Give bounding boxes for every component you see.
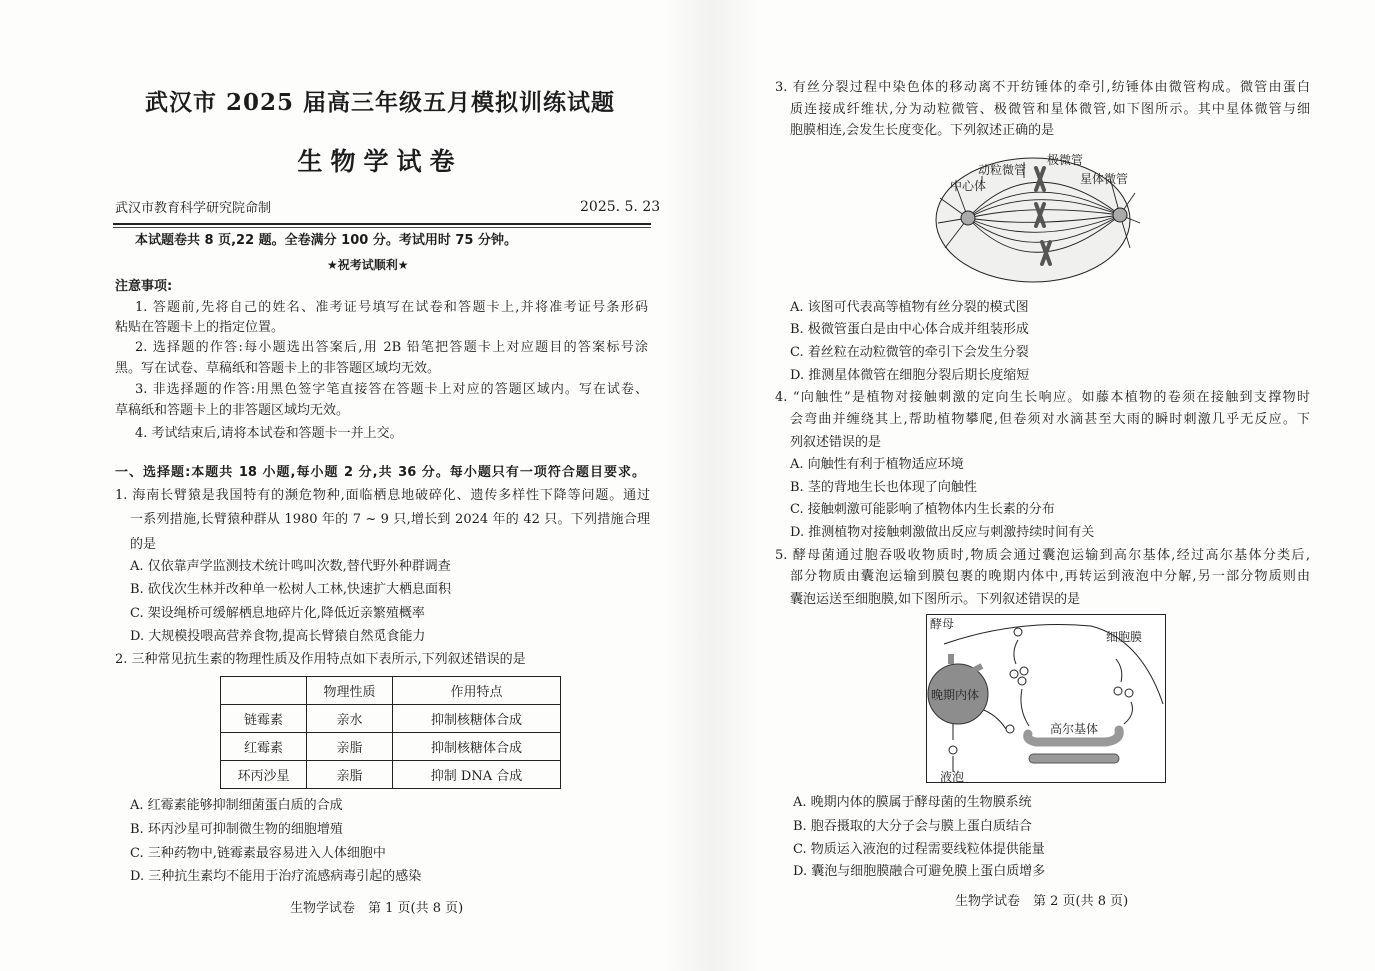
q1-stem: 一系列措施,长臂猿种群从 1980 年的 7 ~ 9 只,增长到 2024 年的 42 只。下列措施合理 — [130, 512, 650, 527]
table-cell: 亲脂 — [307, 761, 393, 789]
table-row — [221, 733, 561, 761]
q5-stem: 部分物质由囊泡运输到膜包裹的晚期内体中,再转运到液泡中分解,另一部分物质则由 — [790, 569, 1310, 584]
table-cell: 抑制核糖体合成 — [393, 733, 561, 761]
label-cell-membrane: 细胞膜 — [1106, 630, 1143, 644]
note-line: 黑。写在试卷、草稿纸和答题卡上的非答题区域均无效。 — [115, 361, 441, 376]
table-header — [221, 677, 307, 705]
q3-stem: 质连接成纤维状,分为动粒微管、极微管和星体微管,如下图所示。其中星体微管与细 — [790, 102, 1310, 117]
table-cell: 环丙沙星 — [221, 761, 307, 789]
q3-stem: 胞膜相连,会发生长度变化。下列叙述正确的是 — [790, 123, 1055, 138]
label-vacuole: 液泡 — [940, 770, 965, 784]
section-heading: 一、选择题:本题共 18 小题,每小题 2 分,共 36 分。每小题只有一项符合题目要求。 — [115, 465, 645, 480]
q4-option-a: A. 向触性有利于植物适应环境 — [790, 457, 964, 472]
table-row — [221, 705, 561, 733]
note-line: 粘贴在答题卡上的指定位置。 — [115, 320, 285, 335]
q4-stem: 会弯曲并缠绕其上,帮助植物攀爬,但卷须对水滴甚至大雨的瞬时刺激几乎无反应。下 — [790, 412, 1310, 427]
q2-option-d: D. 三种抗生素均不能用于治疗流感病毒引起的感染 — [130, 869, 422, 884]
q3-option-b: B. 极微管蛋白是由中心体合成并组装形成 — [790, 322, 1029, 337]
antibiotic-table — [220, 676, 561, 789]
label-kinetochore-microtubule: 动粒微管 — [978, 163, 1027, 177]
table-cell: 抑制 DNA 合成 — [393, 761, 561, 789]
spindle-diagram — [930, 148, 1140, 288]
q1-option-a: A. 仅依靠声学监测技术统计鸣叫次数,替代野外种群调查 — [130, 559, 451, 574]
note-line: 2. 选择题的作答:每小题选出答案后,用 2B 铅笔把答题卡上对应题目的答案标号涂 — [135, 340, 648, 355]
table-cell: 抑制核糖体合成 — [393, 705, 561, 733]
q1-stem: 1. 海南长臂猿是我国特有的濒危物种,面临栖息地破碎化、遗传多样性下降等问题。通过 — [115, 488, 650, 503]
issuer: 武汉市教育科学研究院命制 — [115, 201, 272, 216]
header-rule — [113, 223, 651, 228]
page-footer-right: 生物学试卷 第 2 页(共 8 页) — [955, 894, 1129, 909]
q2-option-b: B. 环丙沙星可抑制微生物的细胞增殖 — [130, 822, 343, 837]
yeast-endocytosis-diagram — [926, 614, 1167, 784]
q1-option-c: C. 架设绳桥可缓解栖息地碎片化,降低近亲繁殖概率 — [130, 606, 425, 621]
q4-stem: 列叙述错误的是 — [790, 435, 882, 450]
q3-option-c: C. 着丝粒在动粒微管的牵引下会发生分裂 — [790, 345, 1029, 360]
q5-stem: 5. 酵母菌通过胞吞吸收物质时,物质会通过囊泡运输到高尔基体,经过高尔基体分类后, — [775, 548, 1310, 563]
table-cell: 链霉素 — [221, 705, 307, 733]
notes-heading: 注意事项: — [115, 279, 173, 294]
exam-date: 2025. 5. 23 — [580, 199, 661, 215]
q3-option-a: A. 该图可代表高等植物有丝分裂的模式图 — [790, 300, 1029, 315]
table-row — [221, 761, 561, 789]
label-astral-microtubule: 星体微管 — [1080, 172, 1129, 186]
label-yeast: 酵母 — [930, 617, 955, 631]
q5-stem: 囊泡运送至细胞膜,如下图所示。下列叙述错误的是 — [790, 592, 1081, 607]
table-header-row — [221, 677, 561, 705]
table-cell: 亲脂 — [307, 733, 393, 761]
note-line: 3. 非选择题的作答:用黑色签字笔直接答在答题卡上对应的答题区域内。写在试卷、 — [135, 382, 648, 397]
label-centrosome: 中心体 — [950, 179, 987, 193]
q5-option-c: C. 物质运入液泡的过程需要线粒体提供能量 — [793, 842, 1045, 857]
table-cell: 亲水 — [307, 705, 393, 733]
q3-stem: 3. 有丝分裂过程中染色体的移动离不开纺锤体的牵引,纺锤体由微管构成。微管由蛋白 — [775, 80, 1310, 95]
table-header: 物理性质 — [307, 677, 393, 705]
q3-option-d: D. 推测星体微管在细胞分裂后期长度缩短 — [790, 368, 1030, 383]
blessing: ★祝考试顺利★ — [327, 258, 409, 272]
note-line: 1. 答题前,先将自己的姓名、准考证号填写在试卷和答题卡上,并将准考证号条形码 — [135, 300, 648, 315]
exam-title: 武汉市 2025 届高三年级五月模拟训练试题 — [144, 89, 616, 116]
q4-stem: 4. “向触性”是植物对接触刺激的定向生长响应。如藤本植物的卷须在接触到支撑物时 — [775, 390, 1310, 405]
note-line: 草稿纸和答题卡上的非答题区域均无效。 — [115, 403, 350, 418]
exam-intro: 本试题卷共 8 页,22 题。全卷满分 100 分。考试用时 75 分钟。 — [135, 233, 517, 248]
q1-option-b: B. 砍伐次生林并改种单一松树人工林,快速扩大栖息面积 — [130, 582, 451, 597]
q1-option-d: D. 大规模投喂高营养食物,提高长臂猿自然觅食能力 — [130, 629, 426, 644]
q5-option-b: B. 胞吞摄取的大分子会与膜上蛋白质结合 — [793, 819, 1032, 834]
label-golgi: 高尔基体 — [1050, 722, 1099, 736]
label-polar-microtubule: 极微管 — [1047, 153, 1084, 167]
q5-option-a: A. 晚期内体的膜属于酵母菌的生物膜系统 — [793, 795, 1032, 810]
q5-option-d: D. 囊泡与细胞膜融合可避免膜上蛋白质增多 — [793, 864, 1046, 879]
exam-subtitle: 生物学试卷 — [297, 147, 463, 176]
note-line: 4. 考试结束后,请将本试卷和答题卡一并上交。 — [135, 426, 403, 441]
label-late-endosome: 晚期内体 — [931, 688, 980, 702]
table-header: 作用特点 — [393, 677, 561, 705]
table-cell: 红霉素 — [221, 733, 307, 761]
page-footer-left: 生物学试卷 第 1 页(共 8 页) — [290, 901, 464, 916]
q4-option-d: D. 推测植物对接触刺激做出反应与刺激持续时间有关 — [790, 525, 1095, 540]
q2-stem: 2. 三种常见抗生素的物理性质及作用特点如下表所示,下列叙述错误的是 — [115, 652, 526, 667]
q4-option-b: B. 茎的背地生长也体现了向触性 — [790, 480, 977, 495]
q2-option-a: A. 红霉素能够抑制细菌蛋白质的合成 — [130, 798, 343, 813]
q1-stem: 的是 — [130, 537, 157, 552]
q2-option-c: C. 三种药物中,链霉素最容易进入人体细胞中 — [130, 846, 386, 861]
q4-option-c: C. 接触刺激可能影响了植物体内生长素的分布 — [790, 502, 1055, 517]
